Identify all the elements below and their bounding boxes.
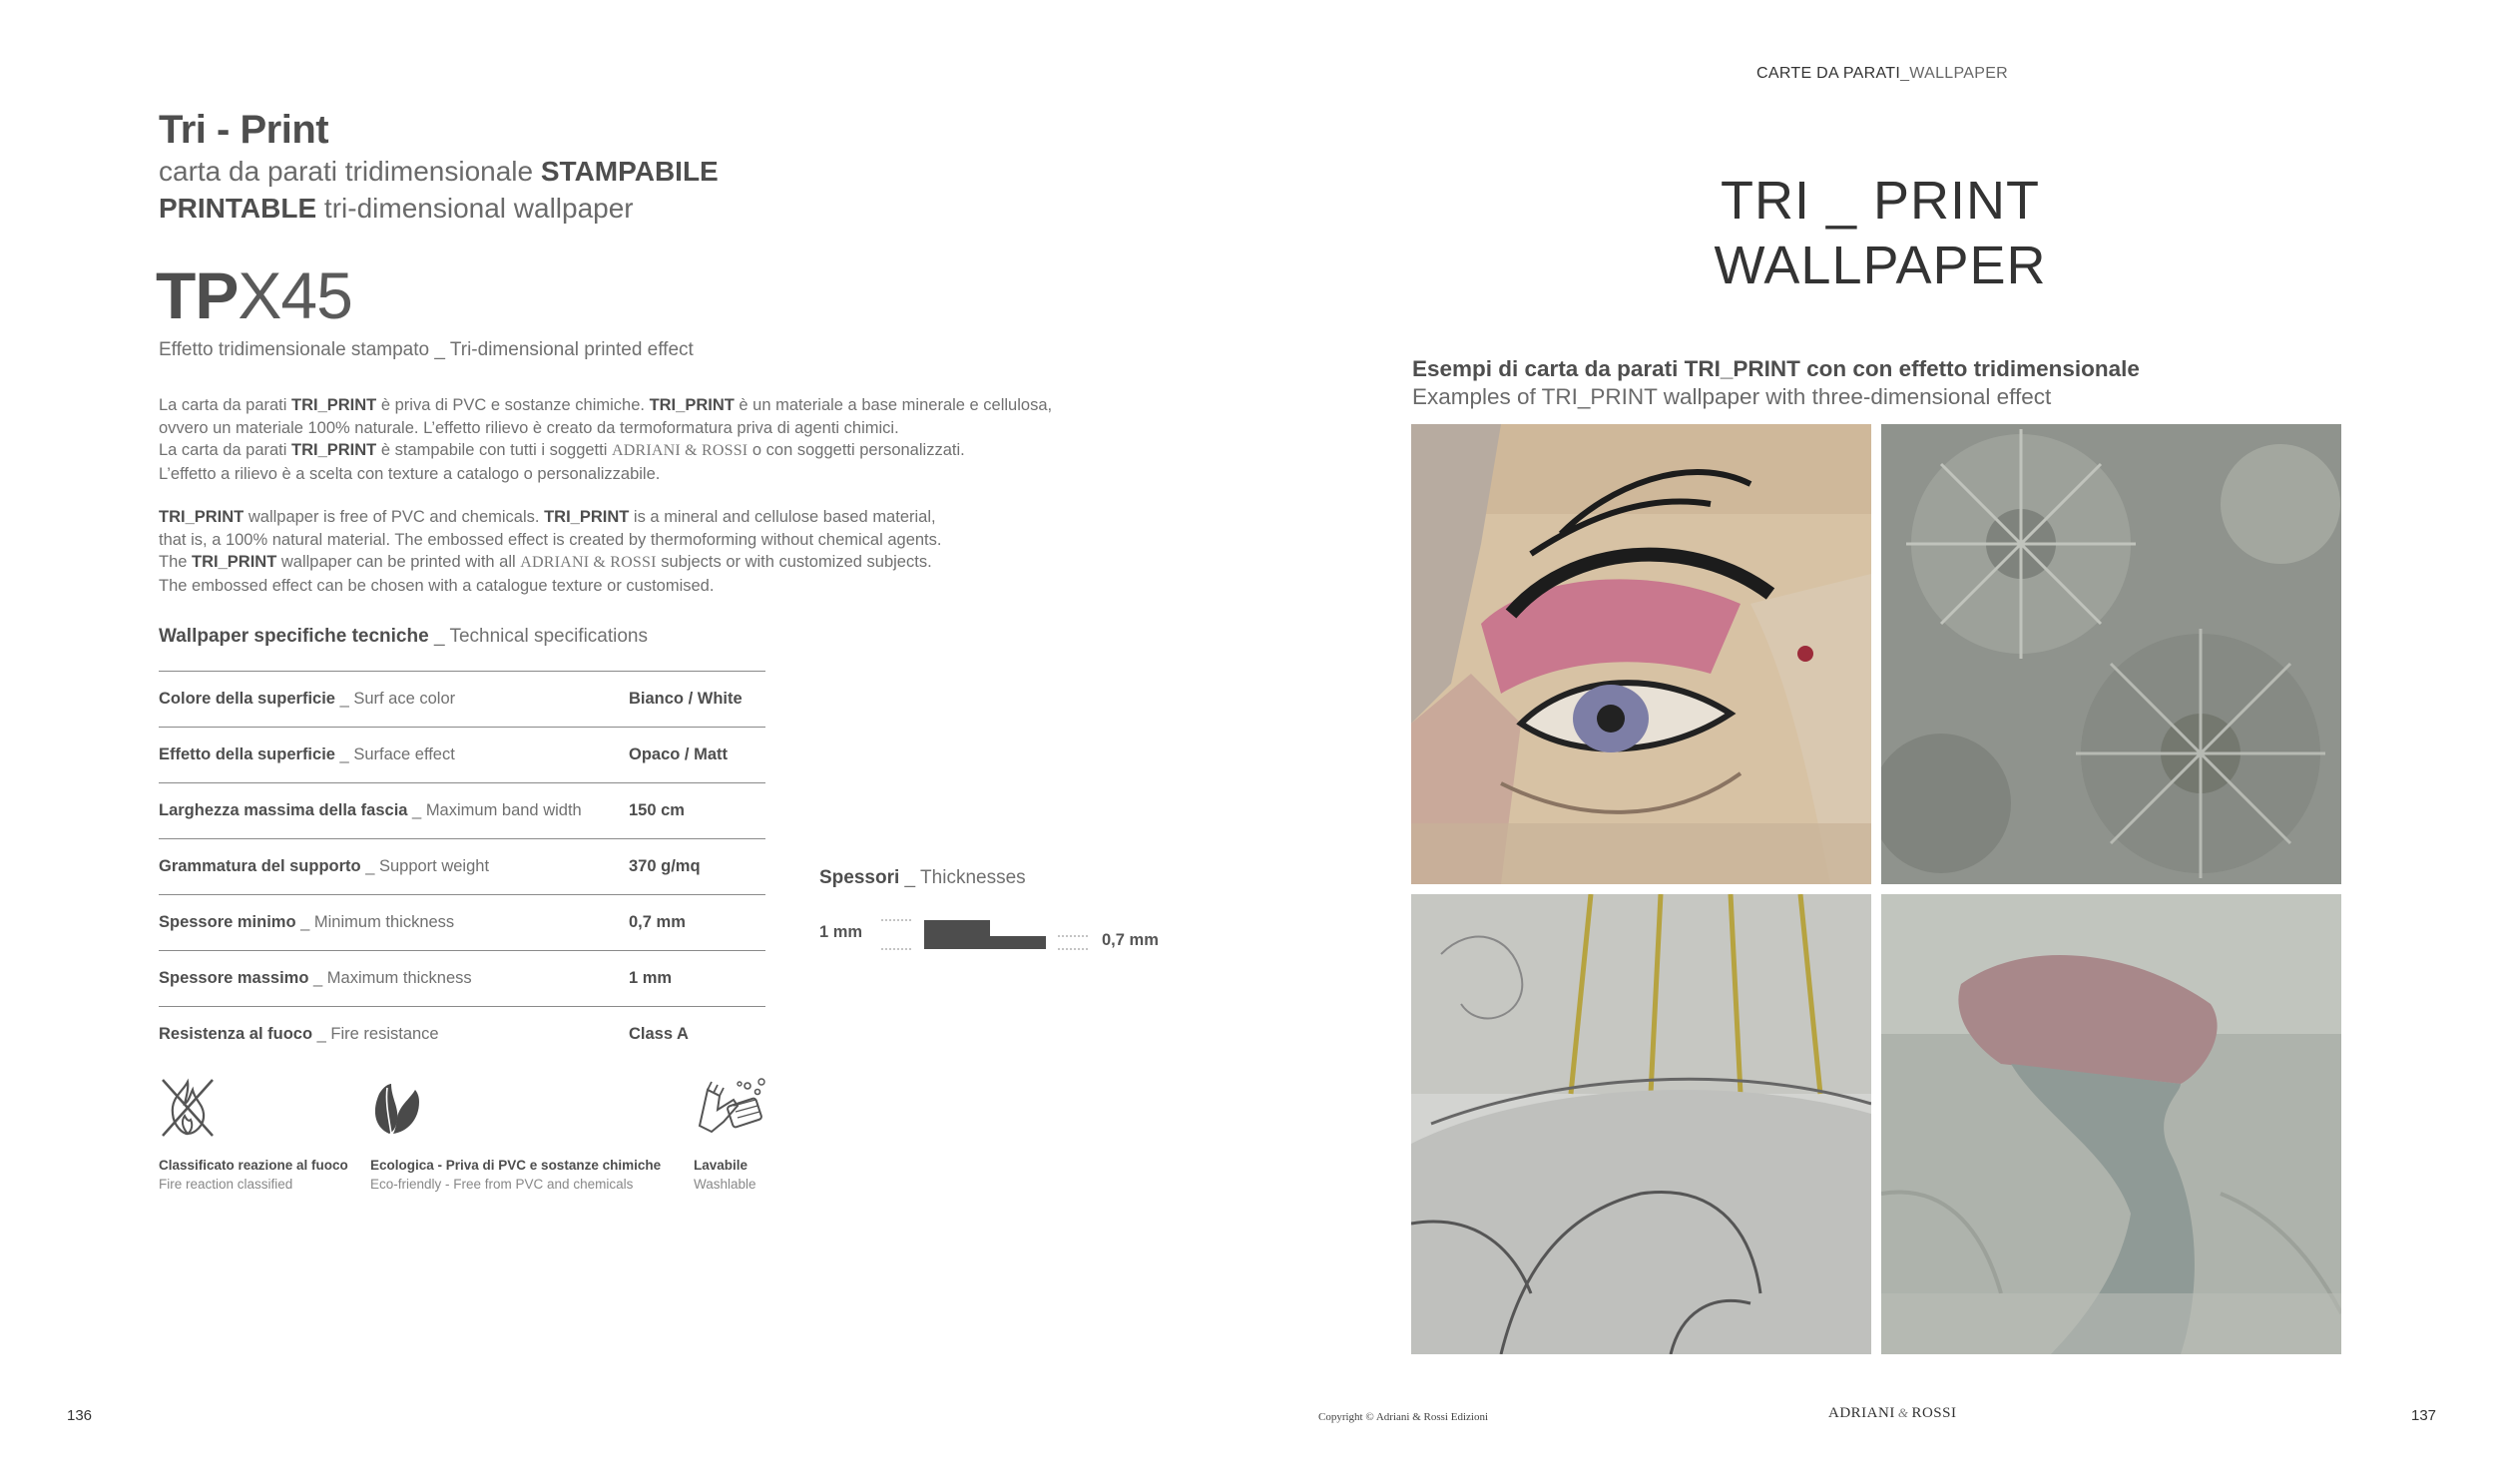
icon-label-washable: Lavabile Washlable [694, 1158, 756, 1192]
examples-caption-english: Examples of TRI_PRINT wallpaper with three-dimensional effect [1412, 384, 2052, 409]
subtitle-english: PRINTABLE tri-dimensional wallpaper [159, 193, 634, 224]
description-italian: La carta da parati TRI_PRINT è priva di PVC e sostanze chimiche. TRI_PRINT è un materiale a base minerale e cellulosa, ovvero un materiale 100% naturale. L’effetto rilievo è creato da termoformatura priva di agenti chimici. La carta da parati TRI_PRINT è stampabile con tutti i soggetti ADRIANI & ROSSI o con soggetti personalizzati. L’effetto a rilievo è a scelta con texture a catalogo o personalizzabile. [159, 396, 1053, 483]
thickness-min-label: 0,7 mm [1102, 931, 1159, 949]
thickness-max-label: 1 mm [819, 923, 863, 941]
publisher-logo: ADRIANI & ROSSI [1828, 1405, 1957, 1421]
thickness-heading: Spessori _ Thicknesses [819, 867, 1026, 888]
spec-row: Larghezza massima della fascia _ Maximum band width 150 cm [159, 783, 765, 839]
product-code: TPX45 [156, 258, 352, 332]
copyright: Copyright © Adriani & Rossi Edizioni [1318, 1411, 1488, 1423]
big-title-line-1: TRI _ PRINT [1720, 171, 2041, 231]
leaf-icon [369, 1080, 423, 1138]
spec-row: Colore della superficie _ Surf ace color Bianco / White [159, 672, 765, 728]
spec-row: Effetto della superficie _ Surface effect Opaco / Matt [159, 728, 765, 783]
spec-row: Spessore minimo _ Minimum thickness 0,7 mm [159, 895, 765, 951]
spec-row: Resistenza al fuoco _ Fire resistance Class A [159, 1007, 765, 1063]
examples-caption-italian: Esempi di carta da parati TRI_PRINT con con effetto tridimensionale [1412, 356, 2140, 381]
spec-row: Grammatura del supporto _ Support weight 370 g/mq [159, 839, 765, 895]
fire-classified-icon [159, 1076, 217, 1140]
description-english: TRI_PRINT wallpaper is free of PVC and chemicals. TRI_PRINT is a mineral and cellulose based material, that is, a 100% natural material. The embossed effect is created by thermoforming without chemical agents. The TRI_PRINT wallpaper can be printed with all ADRIANI & ROSSI subjects or with customized subjects. The embossed effect can be chosen with a catalogue texture or customised. [159, 508, 942, 595]
example-photo-flowers [1881, 424, 2341, 884]
icon-label-eco: Ecologica - Priva di PVC e sostanze chimiche Eco-friendly - Free from PVC and chemicals [370, 1158, 662, 1192]
example-photo-lines [1411, 894, 1871, 1354]
washable-icon [694, 1076, 767, 1140]
product-title: Tri - Print [159, 108, 329, 152]
spec-table [159, 671, 765, 1062]
subtitle-italian: carta da parati tridimensionale STAMPABILE [159, 156, 719, 187]
thickness-diagram [878, 916, 1098, 956]
section-header: CARTE DA PARATI_WALLPAPER [1756, 65, 2009, 82]
page-number-right: 137 [2411, 1407, 2437, 1424]
page-number-left: 136 [67, 1407, 93, 1424]
spec-row: Spessore massimo _ Maximum thickness 1 mm [159, 951, 765, 1007]
effect-description: Effetto tridimensionale stampato _ Tri-dimensional printed effect [159, 339, 694, 360]
example-photo-face [1411, 424, 1871, 884]
big-title-line-2: WALLPAPER [1714, 236, 2047, 295]
icon-label-fire: Classificato reazione al fuoco Fire reaction classified [159, 1158, 348, 1192]
example-photo-figure [1881, 894, 2341, 1354]
specs-heading: Wallpaper specifiche tecniche _ Technical specifications [159, 626, 648, 647]
